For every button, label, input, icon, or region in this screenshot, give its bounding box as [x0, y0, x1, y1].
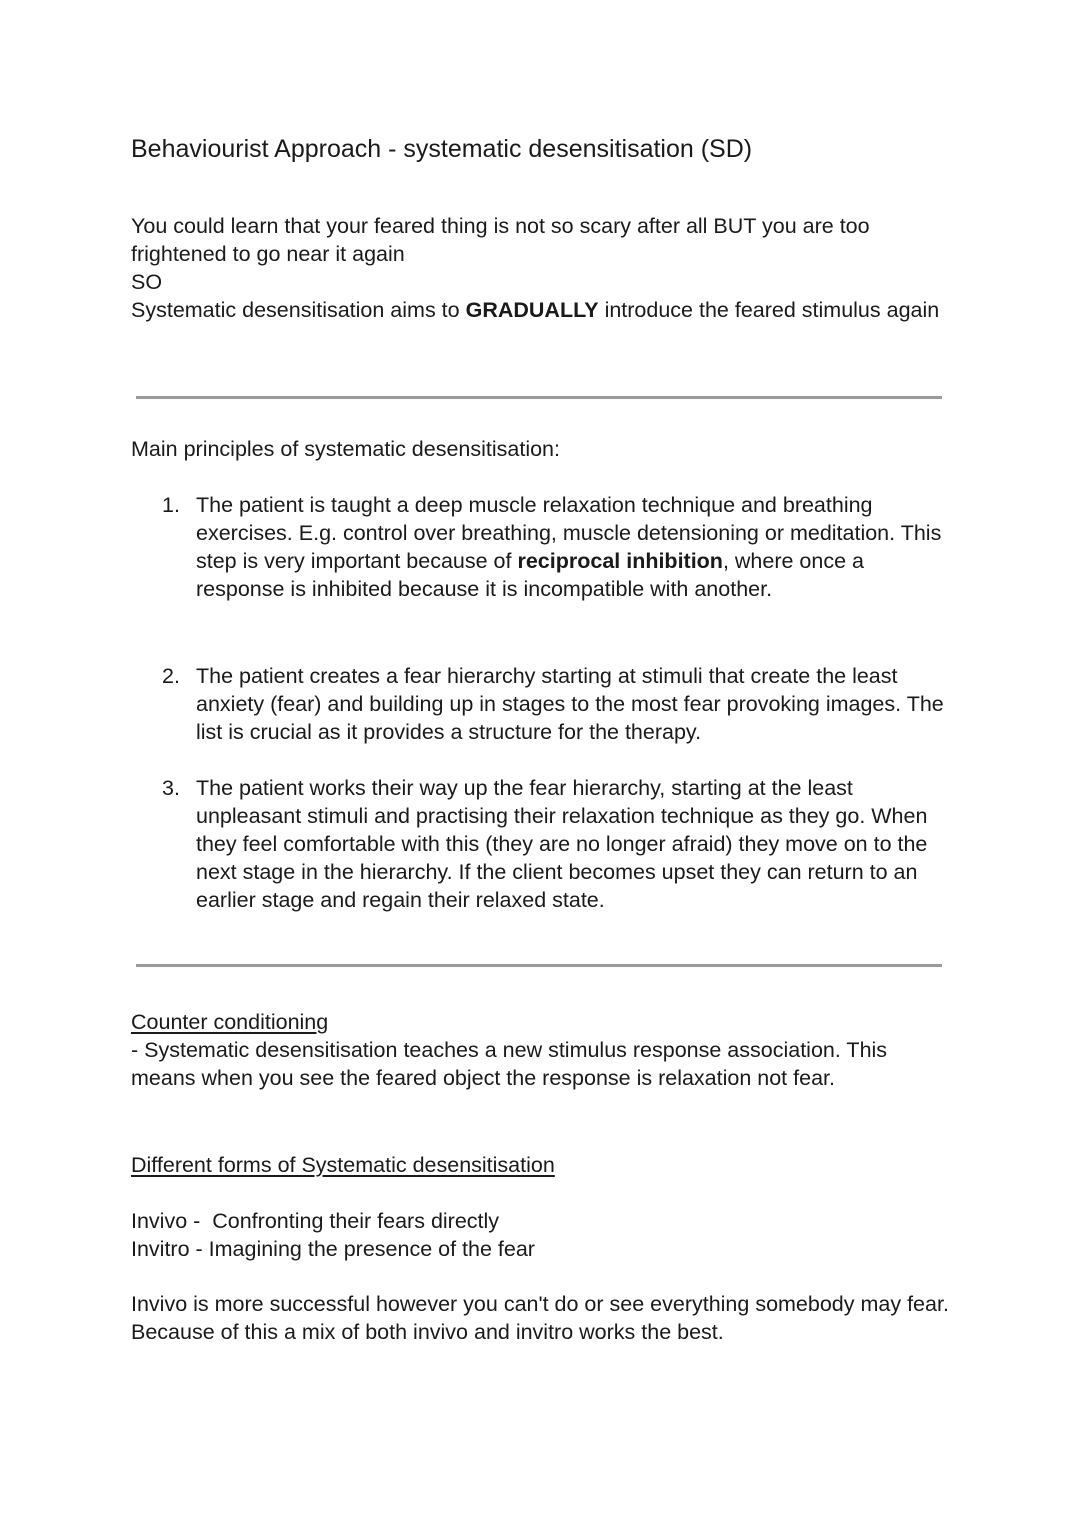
list-number: 1.: [162, 493, 180, 517]
principle-1-text-after: , where once a response is inhibited because it is incompatible with another.: [196, 549, 864, 601]
intro-line-3-after: introduce the feared stimulus again: [598, 298, 940, 322]
principle-item-1: [162, 491, 952, 603]
principles-heading: Main principles of systematic desensitisation:: [131, 437, 560, 461]
conclusion-paragraph: Invivo is more successful however you can't do or see everything somebody may fear. Because of this a mix of both invivo and invitro works the best.: [131, 1292, 949, 1344]
list-number: 3.: [162, 776, 180, 800]
list-item: [162, 491, 952, 603]
counter-conditioning-body: - Systematic desensitisation teaches a new stimulus response association. This means when you see the feared object the response is relaxation not fear.: [131, 1038, 888, 1090]
page-title: Behaviourist Approach - systematic desensitisation (SD): [131, 135, 753, 163]
invivo-definition: Invivo - Confronting their fears directly: [131, 1209, 500, 1233]
intro-paragraph: [131, 212, 951, 324]
principle-2-text: The patient creates a fear hierarchy starting at stimuli that create the least anxiety (fear) and building up in stages to the most fear provoking images. The list is crucial as it provides a structure for the therapy.: [196, 664, 944, 744]
intro-line-so: SO: [131, 270, 163, 294]
list-item: [162, 662, 952, 746]
gradually-emphasis: GRADUALLY: [465, 298, 599, 322]
principle-3-text: The patient works their way up the fear hierarchy, starting at the least unpleasant stimuli and practising their relaxation technique as they go. When they feel comfortable with this (they are no longer afraid) they move on to the next stage in the hierarchy. If the client becomes upset they can return to an earlier stage and regain their relaxed state.: [196, 776, 928, 912]
principle-1-text-before: The patient is taught a deep muscle relaxation technique and breathing exercises. E.g. control over breathing, muscle detensioning or meditation. This step is very important because of: [196, 493, 942, 573]
list-number: 2.: [162, 664, 180, 688]
intro-line-1: You could learn that your feared thing is not so scary after all BUT you are too frightened to go near it again: [131, 214, 870, 266]
principle-item-2: [162, 662, 952, 746]
forms-heading: Different forms of Systematic desensitisation: [131, 1153, 555, 1177]
divider-2: [136, 964, 942, 967]
invitro-definition: Invitro - Imagining the presence of the fear: [131, 1237, 535, 1261]
list-item: [162, 774, 952, 914]
intro-line-3-before: Systematic desensitisation aims to: [131, 298, 466, 322]
intro-line-3: [131, 296, 951, 324]
counter-conditioning-heading: Counter conditioning: [131, 1010, 329, 1034]
reciprocal-inhibition-term: reciprocal inhibition: [517, 549, 723, 573]
principle-item-3: [162, 774, 952, 914]
divider-1: [136, 396, 942, 399]
